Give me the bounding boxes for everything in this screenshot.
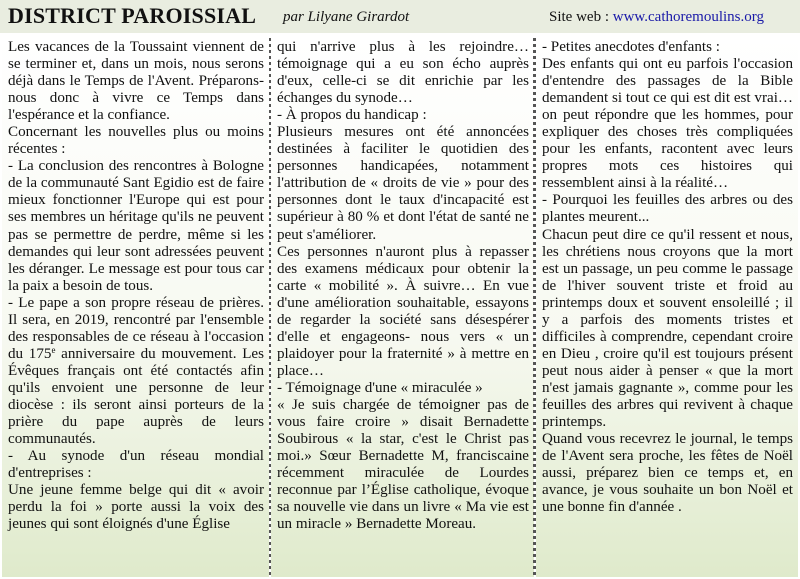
paragraph xyxy=(8,295,264,448)
article-title: DISTRICT PAROISSIAL xyxy=(8,3,257,28)
paragraph: Les vacances de la Toussaint viennent de se terminer et, dans un mois, nous serons déjà dans le Temps de l'Avent. Préparons-nous donc à vivre ce Temps dans l'espérance et la confiance. xyxy=(8,39,264,124)
paragraph: - La conclusion des rencontres à Bologne de la communauté Sant Egidio est de faire mieux fonctionner l'Europe qui est pour ses membres un héritage qu'ils ne peuvent pas se permettre de perdre, même si les demandes qui leur sont adressées peuvent les déranger. Le message est pour tous car la paix a besoin de tous. xyxy=(8,158,264,294)
paragraph: Une jeune femme belge qui dit « avoir perdu la foi » porte aussi la voix des jeunes qui sont éloignés d'une Église xyxy=(8,482,264,533)
column-3 xyxy=(536,37,798,577)
paragraph: Ces personnes n'auront plus à repasser des examens médicaux pour obtenir la carte « mobilité ». À suivre… En vue d'une amélioration souhaitable, essayons de regarder la société sans désespérer d'elle et engageons- nous vers « un plaidoyer pour la fraternité » à mettre en place… xyxy=(277,243,529,379)
article-header xyxy=(0,0,800,33)
paragraph: - Témoignage d'une « miraculée » xyxy=(277,379,483,396)
paragraph: - Pourquoi les feuilles des arbres ou des plantes meurent... xyxy=(542,192,793,226)
column-2 xyxy=(271,37,534,577)
paragraph: Quand vous recevrez le journal, le temps de l'Avent sera proche, les fêtes de Noël aussi, préparez bien ce temps et, en avance, je vous souhaite un bon Noël et une bonne fin d'année . xyxy=(542,431,793,516)
paragraph: Chacun peut dire ce qu'il ressent et nous, les chrétiens nous croyons que la mort est un passage, un peu comme le passage de l'hiver souvent triste et froid au printemps doux et souvent ensoleillé ; il y a parfois des moments tristes et difficiles à comprendre, cependant croire en Dieu , croire qu'il est toujours présent peut nous aider à penser « que la mort n'est jamais gagnante », comme pour les feuilles des arbres qui revivent à chaque printemps. xyxy=(542,226,793,431)
website-line xyxy=(549,9,764,26)
column-1 xyxy=(2,37,269,577)
website-label: Site web : xyxy=(549,9,613,25)
paragraph: Concernant les nouvelles plus ou moins récentes : xyxy=(8,124,264,158)
paragraph: - Petites anecdotes d'enfants : xyxy=(542,39,720,55)
website-link[interactable]: www.cathoremoulins.org xyxy=(612,9,764,25)
paragraph: Des enfants qui ont eu parfois l'occasion d'entendre des passages de la Bible demandent si tout ce qui est dit est vrai… on peut répondre que les hommes, pour expliquer des choses très compliquées pour les enfants, racontent avec leurs propres mots ces histoires qui ressemblent ainsi à la réalité… xyxy=(542,56,793,192)
paragraph-text: - Le pape a son propre réseau de prières. Il sera, en 2019, rencontré par l'ensemble des responsables de ce réseau à l'occasion du 175 xyxy=(8,294,264,362)
paragraph: Plusieurs mesures ont été annoncées destinées à faciliter le quotidien des personnes handicapées, notamment l'attribution de « droits de vie » pour des personnes dont le taux d'incapacité est supérieur à 80 % et dont l'état de santé ne peut s'améliorer. xyxy=(277,124,529,243)
article-author: par Lilyane Girardot xyxy=(283,9,410,25)
superscript: e xyxy=(51,344,56,355)
paragraph-text: anniversaire du mouvement. Les Évêques français ont été contactés afin qu'ils envoient une personne de leur diocèse : ils seront ainsi porteurs de la prière du pape auprès de leurs communautés. xyxy=(8,345,264,448)
paragraph: « Je suis chargée de témoigner pas de vous faire croire » disait Bernadette Soubirous « la star, c'est le Christ pas moi.» Sœur Bernadette M, franciscaine récemment miraculée de Lourdes reconnue par l’Église catholique, évoque sa nouvelle vie dans un livre « Ma vie est un miracle » Bernadette Moreau. xyxy=(277,396,529,533)
paragraph: - À propos du handicap : xyxy=(277,107,427,124)
paragraph: qui n'arrive plus à les rejoindre… témoignage qui a eu son écho auprès d'eux, celle-ci se dit enrichie par les échanges du synode… xyxy=(277,39,529,107)
paragraph: - Au synode d'un réseau mondial d'entreprises : xyxy=(8,448,264,482)
